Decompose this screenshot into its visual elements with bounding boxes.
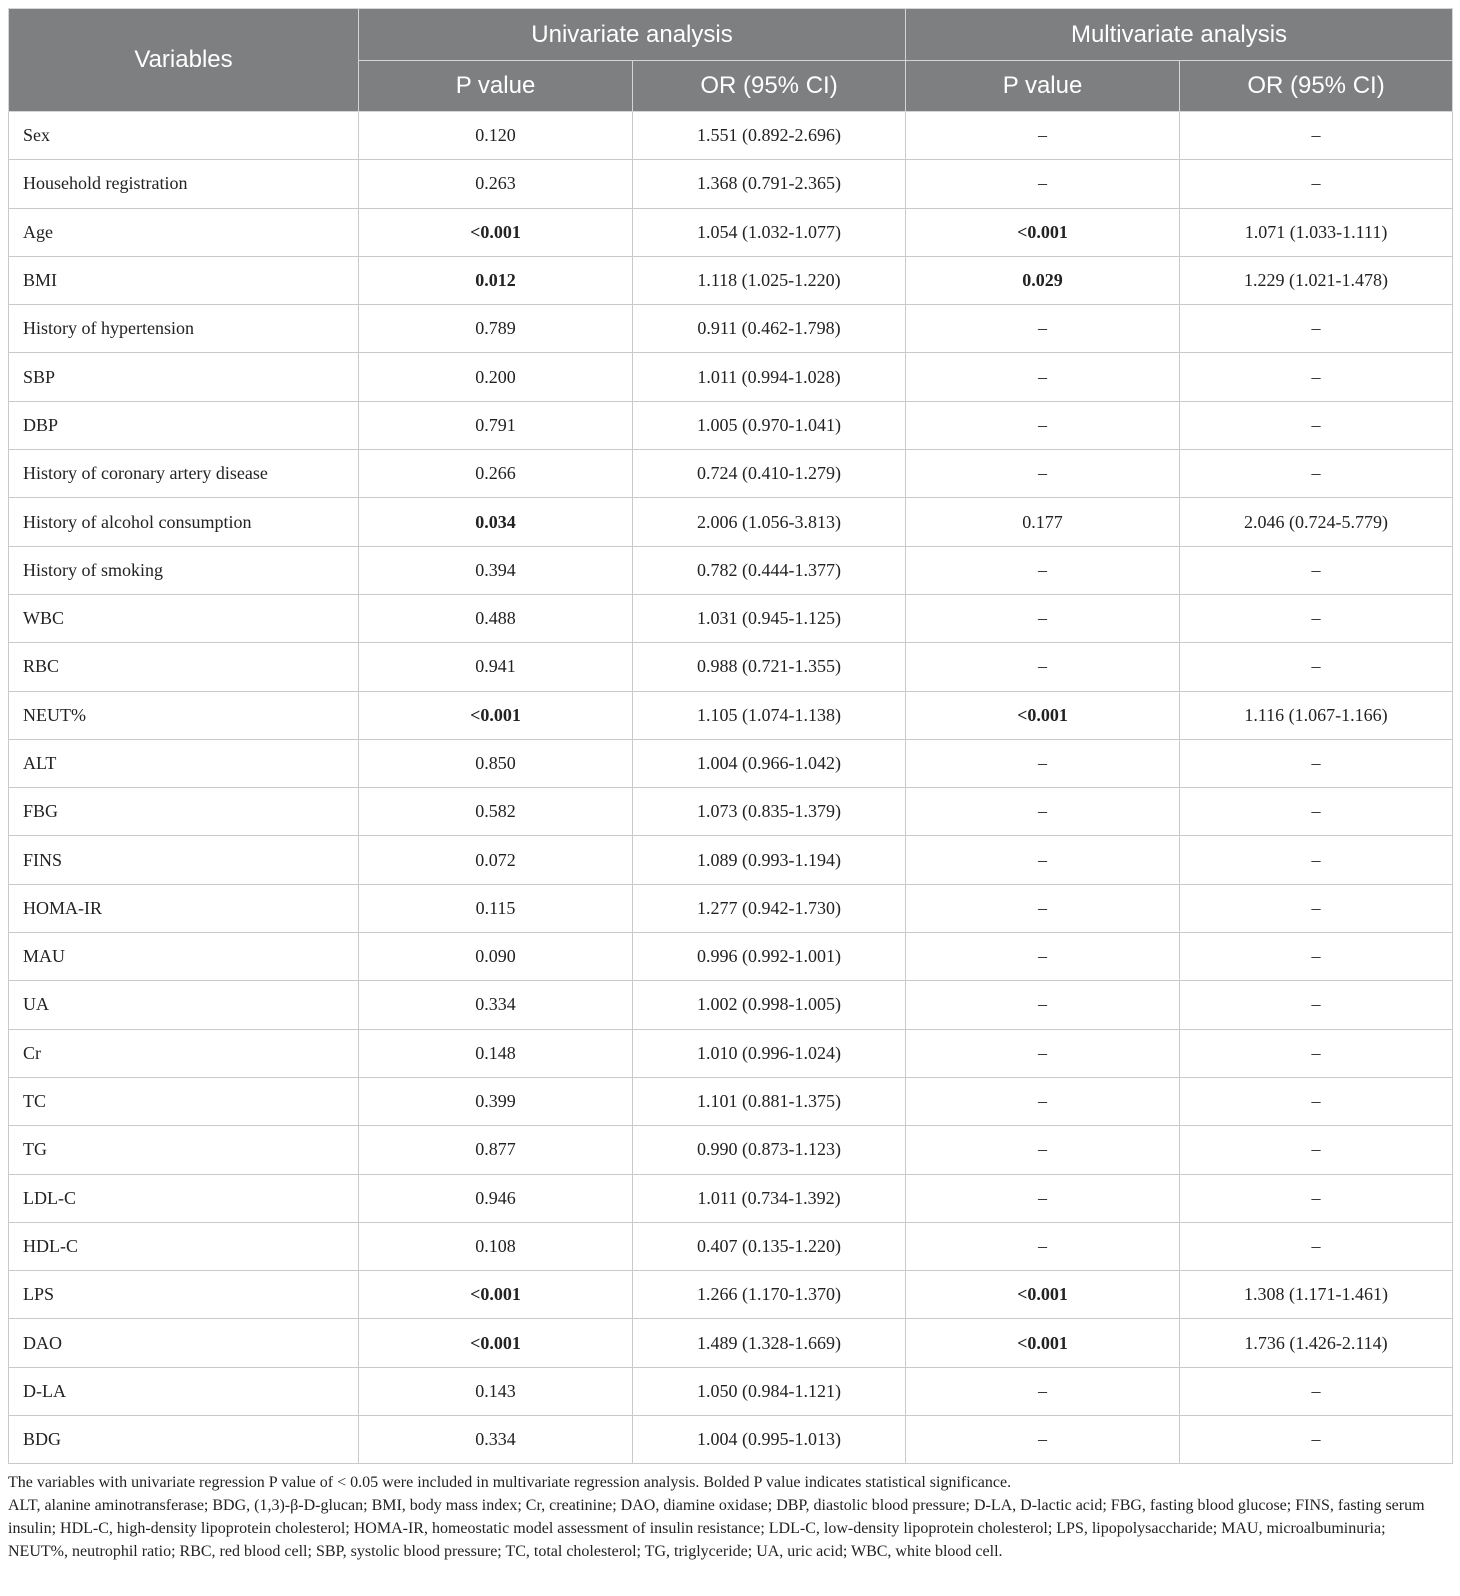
variable-cell: UA <box>9 981 359 1029</box>
multi-or-cell: – <box>1180 836 1453 884</box>
uni-p-cell: 0.850 <box>359 739 633 787</box>
multi-p-cell: <0.001 <box>906 1271 1180 1319</box>
uni-or-cell: 1.011 (0.994-1.028) <box>633 353 906 401</box>
table-row <box>9 884 1453 932</box>
multi-p-cell: – <box>906 401 1180 449</box>
uni-or-cell: 1.368 (0.791-2.365) <box>633 160 906 208</box>
uni-p-cell: <0.001 <box>359 208 633 256</box>
uni-p-cell: 0.012 <box>359 256 633 304</box>
uni-p-cell: 0.108 <box>359 1222 633 1270</box>
table-row <box>9 594 1453 642</box>
multi-or-cell: – <box>1180 594 1453 642</box>
multi-p-header: P value <box>906 61 1180 112</box>
multi-p-cell: – <box>906 884 1180 932</box>
multi-or-cell: – <box>1180 1029 1453 1077</box>
multi-p-cell: <0.001 <box>906 691 1180 739</box>
multi-or-cell: – <box>1180 788 1453 836</box>
multi-or-cell: – <box>1180 450 1453 498</box>
uni-p-cell: 0.488 <box>359 594 633 642</box>
uni-or-cell: 1.266 (1.170-1.370) <box>633 1271 906 1319</box>
variable-cell: RBC <box>9 643 359 691</box>
variable-cell: NEUT% <box>9 691 359 739</box>
table-row <box>9 160 1453 208</box>
uni-p-cell: <0.001 <box>359 1271 633 1319</box>
table-row <box>9 112 1453 160</box>
variable-cell: BMI <box>9 256 359 304</box>
table-row <box>9 353 1453 401</box>
multi-or-cell: – <box>1180 112 1453 160</box>
regression-table-container <box>8 8 1452 1563</box>
uni-p-cell: 0.334 <box>359 1416 633 1464</box>
multi-or-cell: – <box>1180 643 1453 691</box>
uni-or-cell: 1.551 (0.892-2.696) <box>633 112 906 160</box>
table-row <box>9 401 1453 449</box>
uni-or-cell: 0.990 (0.873-1.123) <box>633 1126 906 1174</box>
table-header <box>9 9 1453 112</box>
uni-p-cell: 0.399 <box>359 1077 633 1125</box>
multi-or-cell: – <box>1180 353 1453 401</box>
variable-cell: Cr <box>9 1029 359 1077</box>
uni-p-cell: 0.791 <box>359 401 633 449</box>
uni-p-cell: 0.120 <box>359 112 633 160</box>
multi-or-cell: – <box>1180 739 1453 787</box>
uni-or-cell: 1.073 (0.835-1.379) <box>633 788 906 836</box>
multi-or-header: OR (95% CI) <box>1180 61 1453 112</box>
table-row <box>9 546 1453 594</box>
table-row <box>9 1367 1453 1415</box>
multi-or-cell: 1.229 (1.021-1.478) <box>1180 256 1453 304</box>
multi-or-cell: 1.116 (1.067-1.166) <box>1180 691 1453 739</box>
uni-or-cell: 1.089 (0.993-1.194) <box>633 836 906 884</box>
table-row <box>9 981 1453 1029</box>
multi-p-cell: – <box>906 305 1180 353</box>
variables-header: Variables <box>9 9 359 112</box>
table-row <box>9 1126 1453 1174</box>
uni-p-cell: 0.789 <box>359 305 633 353</box>
multi-p-cell: <0.001 <box>906 1319 1180 1367</box>
multi-or-cell: – <box>1180 1126 1453 1174</box>
uni-or-cell: 0.782 (0.444-1.377) <box>633 546 906 594</box>
multi-p-cell: <0.001 <box>906 208 1180 256</box>
multivariate-header: Multivariate analysis <box>906 9 1453 61</box>
table-row <box>9 691 1453 739</box>
multi-or-cell: – <box>1180 1077 1453 1125</box>
uni-p-header: P value <box>359 61 633 112</box>
variable-cell: SBP <box>9 353 359 401</box>
uni-or-cell: 0.911 (0.462-1.798) <box>633 305 906 353</box>
table-row <box>9 788 1453 836</box>
uni-or-cell: 1.002 (0.998-1.005) <box>633 981 906 1029</box>
table-row <box>9 498 1453 546</box>
uni-p-cell: 0.266 <box>359 450 633 498</box>
uni-or-cell: 1.105 (1.074-1.138) <box>633 691 906 739</box>
multi-p-cell: – <box>906 1367 1180 1415</box>
uni-or-cell: 2.006 (1.056-3.813) <box>633 498 906 546</box>
multi-p-cell: – <box>906 1416 1180 1464</box>
variable-cell: LPS <box>9 1271 359 1319</box>
uni-p-cell: 0.941 <box>359 643 633 691</box>
uni-p-cell: 0.263 <box>359 160 633 208</box>
variable-cell: History of smoking <box>9 546 359 594</box>
uni-p-cell: 0.090 <box>359 933 633 981</box>
uni-or-cell: 1.489 (1.328-1.669) <box>633 1319 906 1367</box>
multi-or-cell: 1.736 (1.426-2.114) <box>1180 1319 1453 1367</box>
uni-p-cell: 0.072 <box>359 836 633 884</box>
variable-cell: Household registration <box>9 160 359 208</box>
variable-cell: TC <box>9 1077 359 1125</box>
uni-p-cell: 0.877 <box>359 1126 633 1174</box>
multi-p-cell: – <box>906 981 1180 1029</box>
uni-or-cell: 0.724 (0.410-1.279) <box>633 450 906 498</box>
uni-or-cell: 0.996 (0.992-1.001) <box>633 933 906 981</box>
multi-or-cell: 1.308 (1.171-1.461) <box>1180 1271 1453 1319</box>
variable-cell: D-LA <box>9 1367 359 1415</box>
uni-p-cell: 0.334 <box>359 981 633 1029</box>
footnote-abbreviations: ALT, alanine aminotransferase; BDG, (1,3)-β-D-glucan; BMI, body mass index; Cr, creatinine; DAO, diamine oxidase; DBP, diastolic blood pressure; D-LA, D-lactic acid; FBG, fasting blood glucose; FINS, fasting serum insulin; HDL-C, high-density lipoprotein cholesterol; HOMA-IR, homeostatic model assessment of insulin resistance; LDL-C, low-density lipoprotein cholesterol; LPS, lipopolysaccharide; MAU, microalbuminuria; NEUT%, neutrophil ratio; RBC, red blood cell; SBP, systolic blood pressure; TC, total cholesterol; TG, triglyceride; UA, uric acid; WBC, white blood cell. <box>8 1497 1425 1561</box>
variable-cell: HOMA-IR <box>9 884 359 932</box>
variable-cell: DBP <box>9 401 359 449</box>
variable-cell: MAU <box>9 933 359 981</box>
table-row <box>9 1416 1453 1464</box>
table-row <box>9 836 1453 884</box>
variable-cell: WBC <box>9 594 359 642</box>
multi-p-cell: – <box>906 1077 1180 1125</box>
footnote <box>8 1471 1452 1563</box>
uni-or-cell: 1.277 (0.942-1.730) <box>633 884 906 932</box>
multi-p-cell: – <box>906 739 1180 787</box>
uni-p-cell: 0.394 <box>359 546 633 594</box>
table-row <box>9 739 1453 787</box>
multi-p-cell: – <box>906 788 1180 836</box>
uni-or-cell: 1.004 (0.995-1.013) <box>633 1416 906 1464</box>
uni-or-cell: 1.054 (1.032-1.077) <box>633 208 906 256</box>
uni-or-cell: 1.031 (0.945-1.125) <box>633 594 906 642</box>
multi-or-cell: – <box>1180 1174 1453 1222</box>
uni-p-cell: 0.582 <box>359 788 633 836</box>
uni-p-cell: 0.115 <box>359 884 633 932</box>
multi-p-cell: – <box>906 643 1180 691</box>
variable-cell: BDG <box>9 1416 359 1464</box>
variable-cell: Age <box>9 208 359 256</box>
multi-p-cell: – <box>906 933 1180 981</box>
multi-or-cell: – <box>1180 1222 1453 1270</box>
variable-cell: FINS <box>9 836 359 884</box>
uni-or-cell: 1.118 (1.025-1.220) <box>633 256 906 304</box>
variable-cell: Sex <box>9 112 359 160</box>
uni-p-cell: <0.001 <box>359 1319 633 1367</box>
multi-p-cell: 0.029 <box>906 256 1180 304</box>
uni-p-cell: 0.946 <box>359 1174 633 1222</box>
variable-cell: TG <box>9 1126 359 1174</box>
regression-table <box>8 8 1453 1464</box>
uni-or-cell: 0.988 (0.721-1.355) <box>633 643 906 691</box>
variable-cell: ALT <box>9 739 359 787</box>
univariate-header: Univariate analysis <box>359 9 906 61</box>
multi-p-cell: – <box>906 836 1180 884</box>
multi-p-cell: – <box>906 353 1180 401</box>
variable-cell: History of alcohol consumption <box>9 498 359 546</box>
table-row <box>9 1174 1453 1222</box>
uni-or-cell: 1.011 (0.734-1.392) <box>633 1174 906 1222</box>
multi-or-cell: – <box>1180 1367 1453 1415</box>
variable-cell: DAO <box>9 1319 359 1367</box>
uni-or-cell: 1.005 (0.970-1.041) <box>633 401 906 449</box>
uni-or-cell: 0.407 (0.135-1.220) <box>633 1222 906 1270</box>
table-row <box>9 1029 1453 1077</box>
multi-or-cell: 1.071 (1.033-1.111) <box>1180 208 1453 256</box>
variable-cell: History of coronary artery disease <box>9 450 359 498</box>
multi-or-cell: – <box>1180 546 1453 594</box>
multi-p-cell: – <box>906 1029 1180 1077</box>
table-row <box>9 1077 1453 1125</box>
multi-p-cell: – <box>906 1174 1180 1222</box>
variable-cell: HDL-C <box>9 1222 359 1270</box>
multi-or-cell: – <box>1180 933 1453 981</box>
uni-or-cell: 1.010 (0.996-1.024) <box>633 1029 906 1077</box>
multi-p-cell: 0.177 <box>906 498 1180 546</box>
table-row <box>9 933 1453 981</box>
uni-p-cell: 0.034 <box>359 498 633 546</box>
uni-p-cell: 0.148 <box>359 1029 633 1077</box>
multi-p-cell: – <box>906 1222 1180 1270</box>
table-row <box>9 1319 1453 1367</box>
uni-p-cell: <0.001 <box>359 691 633 739</box>
table-body <box>9 112 1453 1464</box>
multi-or-cell: – <box>1180 884 1453 932</box>
multi-p-cell: – <box>906 546 1180 594</box>
variable-cell: History of hypertension <box>9 305 359 353</box>
table-row <box>9 208 1453 256</box>
table-row <box>9 1271 1453 1319</box>
table-row <box>9 643 1453 691</box>
uni-or-cell: 1.004 (0.966-1.042) <box>633 739 906 787</box>
multi-p-cell: – <box>906 450 1180 498</box>
table-row <box>9 305 1453 353</box>
table-row <box>9 256 1453 304</box>
multi-or-cell: – <box>1180 1416 1453 1464</box>
multi-or-cell: 2.046 (0.724-5.779) <box>1180 498 1453 546</box>
table-row <box>9 450 1453 498</box>
uni-or-cell: 1.050 (0.984-1.121) <box>633 1367 906 1415</box>
uni-or-header: OR (95% CI) <box>633 61 906 112</box>
footnote-inclusion-note: The variables with univariate regression P value of < 0.05 were included in multivariate regression analysis. Bolded P value indicates statistical significance. <box>8 1474 1012 1492</box>
table-row <box>9 1222 1453 1270</box>
uni-or-cell: 1.101 (0.881-1.375) <box>633 1077 906 1125</box>
uni-p-cell: 0.143 <box>359 1367 633 1415</box>
multi-or-cell: – <box>1180 981 1453 1029</box>
multi-or-cell: – <box>1180 160 1453 208</box>
multi-p-cell: – <box>906 160 1180 208</box>
multi-p-cell: – <box>906 594 1180 642</box>
multi-or-cell: – <box>1180 305 1453 353</box>
multi-or-cell: – <box>1180 401 1453 449</box>
multi-p-cell: – <box>906 1126 1180 1174</box>
uni-p-cell: 0.200 <box>359 353 633 401</box>
multi-p-cell: – <box>906 112 1180 160</box>
variable-cell: FBG <box>9 788 359 836</box>
variable-cell: LDL-C <box>9 1174 359 1222</box>
